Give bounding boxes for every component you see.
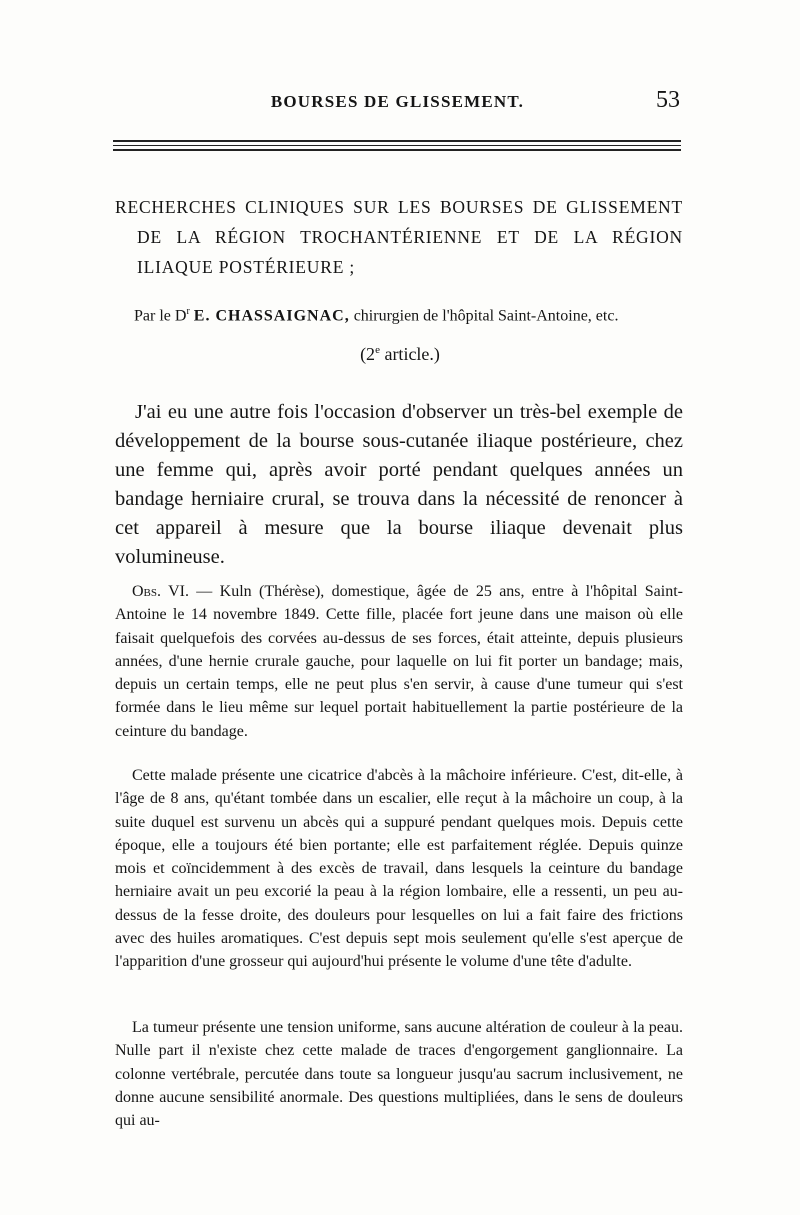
body-paragraph: Cette malade présente une cicatrice d'abcès à la mâchoire inférieure. C'est, dit-elle, à l'âge de 8 ans, qu'étant tombée dans un escalier, elle reçut à la mâchoire un coup, à la suite duquel est survenu un abcès qui a suppuré pendant quelques mois. Depuis cette époque, elle a toujours été bien portante; elle est parfaitement réglée. Depuis quinze mois et coïncidemment à des excès de travail, dans lesquels la ceinture du bandage herniaire avait un peu excorié la peau à la région lombaire, elle a ressenti, un peu au-dessus de la fesse droite, des douleurs pour lesquelles on lui a fait faire des frictions avec des huiles aromatiques. C'est depuis sept mois seulement qu'elle s'est aperçue de l'apparition d'une grosseur qui aujourd'hui présente le volume d'une tête d'adulte. [115,767,683,971]
observation-label: Obs. VI. [132,583,189,600]
page-number: 53 [656,87,680,113]
running-head [115,87,680,122]
body-paragraph: La tumeur présente une tension uniforme, sans aucune altération de couleur à la peau. Nulle part il n'existe chez cette malade de traces d'engorgement ganglionnaire. La colonne vertébrale, percutée dans toute sa longueur jusqu'au sacrum inclusivement, ne donne aucune sensibilité anormale. Des questions multipliées, dans le sens de douleurs qui au- [115,1019,683,1130]
byline-prefix-sup: r [186,306,190,317]
article-title-line: DE LA RÉGION TROCHANTÉRIENNE ET DE LA RÉGION [137,226,683,247]
header-rule [113,145,681,146]
byline-prefix: Par le D [134,307,187,325]
header-rule [113,149,681,151]
author-name: E. CHASSAIGNAC, [193,307,350,325]
article-title [115,192,683,282]
intro-paragraph: J'ai eu une autre fois l'occasion d'observer un très-bel exemple de développement de la bourse sous-cutanée iliaque postérieure, chez une femme qui, après avoir porté pendant quelques années un bandage herniaire crural, se trouva dans la nécessité de renoncer à cet appareil à mesure que la bourse iliaque devenait plus volumineuse. [115,401,683,568]
running-head-title: BOURSES DE GLISSEMENT. [270,92,525,111]
article-note-rest: article.) [379,344,440,364]
article-note-open: (2 [360,344,376,364]
observation-paragraph [115,580,683,743]
author-affiliation: chirurgien de l'hôpital Saint-Antoine, etc. [353,307,619,325]
article-title-line: ILIAQUE POSTÉRIEURE ; [137,256,356,277]
byline [134,300,694,328]
article-note-sup: e [375,344,380,356]
article-number-note [0,344,800,365]
article-title-line: RECHERCHES CLINIQUES SUR LES BOURSES DE GLISSEMENT [115,196,683,217]
observation-text: — Kuln (Thérèse), domestique, âgée de 25 ans, entre à l'hôpital Saint-Antoine le 14 novembre 1849. Cette fille, placée fort jeune dans une maison où elle faisait quelquefois des corvées au-dessus de ses forces, était atteinte, depuis plusieurs années, d'une hernie crurale gauche, pour laquelle on lui fit porter un bandage; mais, depuis un certain temps, elle ne peut plus s'en servir, à cause d'une tumeur qui s'est formée dans le lieu même sur lequel portait habituellement la partie postérieure de la ceinture du bandage. [115,583,683,740]
header-rule [113,140,681,142]
